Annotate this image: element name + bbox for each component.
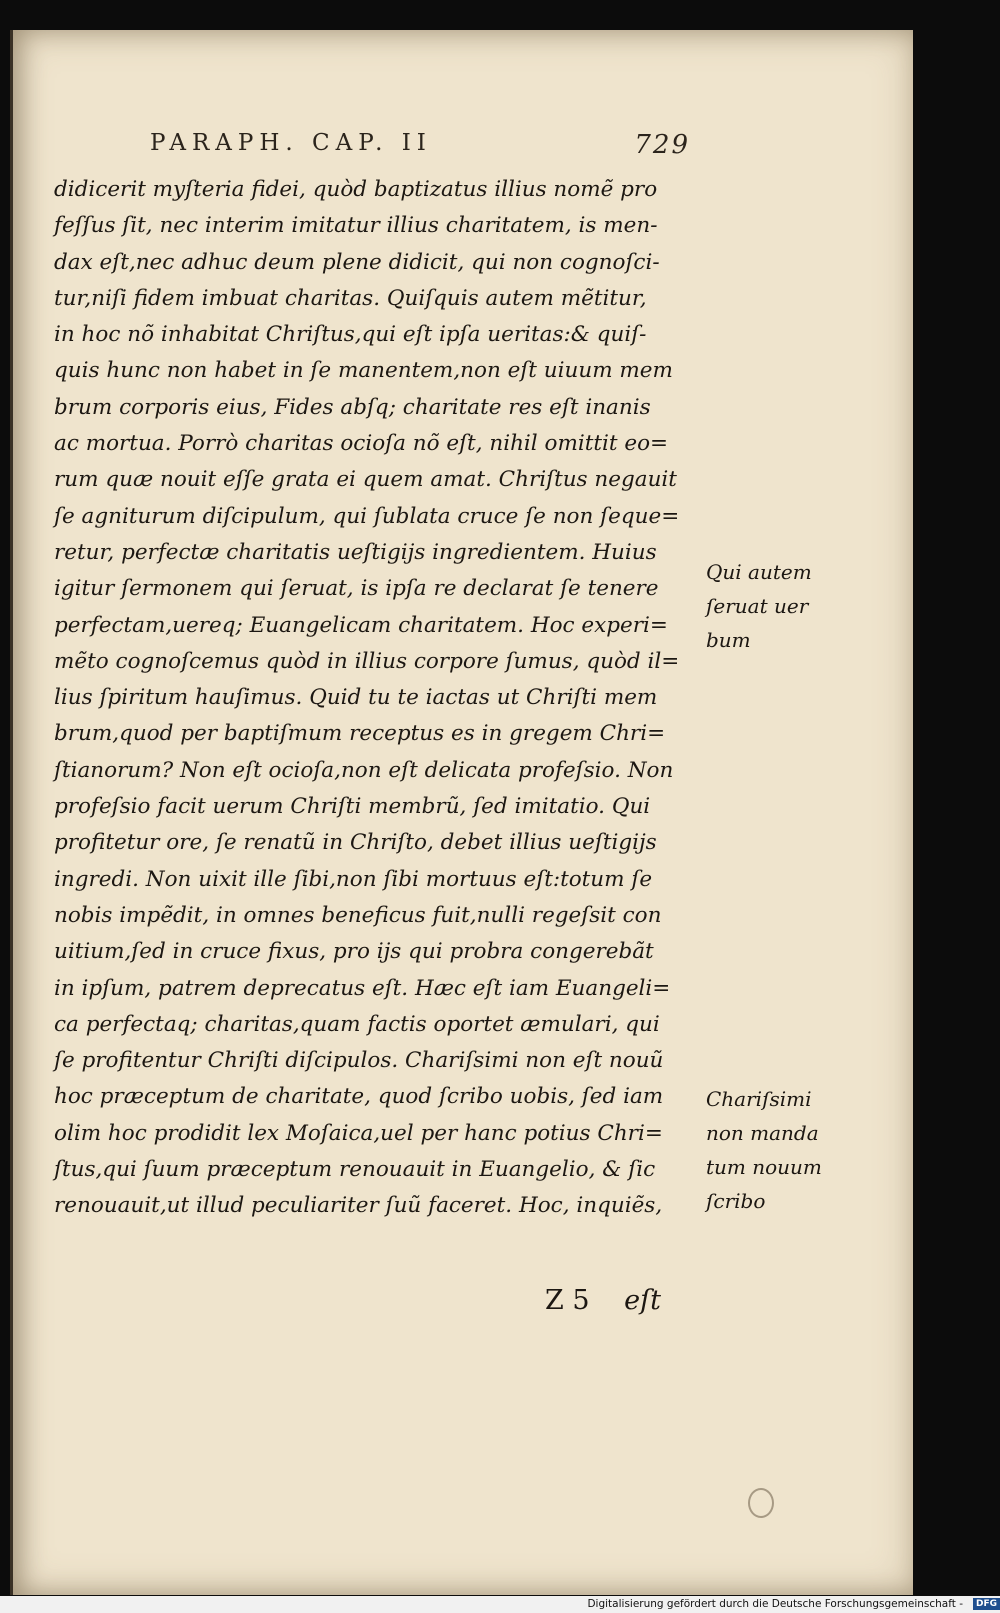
text-line: retur, perfectæ charitatis ueſtigijs ingredientem. Huius	[54, 539, 657, 565]
text-line: lius ſpiritum hauſimus. Quid tu te iactas ut Chriſti mem	[54, 685, 658, 711]
digitization-footer	[0, 1596, 1000, 1613]
text-line: ca perfectaq; charitas,quam factis oportet æmulari, qui	[54, 1011, 660, 1037]
text-line: didicerit myſteria fidei, quòd baptizatus illius nomẽ pro	[54, 177, 658, 202]
margin-note	[706, 555, 866, 657]
text-line: profeſsio facit uerum Chriſti membrũ, ſed imitatio. Qui	[54, 794, 651, 820]
margin-note	[706, 1082, 866, 1218]
text-line: igitur ſermonem qui ſeruat, is ipſa re declarat ſe tenere	[54, 576, 659, 602]
text-line: ſtianorum? Non eſt ocioſa,non eſt delicata profeſsio. Non	[54, 757, 674, 783]
page-number: 729	[634, 130, 690, 160]
header-title: PARAPH. CAP. II	[150, 130, 432, 156]
text-line: hoc præceptum de charitate, quod ſcribo uobis, ſed iam	[54, 1084, 664, 1110]
text-line: ſe profitentur Chriſti diſcipulos. Chariſsimi non eſt nouũ	[54, 1048, 664, 1074]
text-line: profitetur ore, ſe renatũ in Chriſto, debet illius ueſtigijs	[54, 830, 657, 856]
margin-note-line: Qui autem	[706, 560, 812, 584]
margin-note-line: ſeruat uer	[706, 594, 809, 618]
text-line: feſſus ſit, nec interim imitatur illius charitatem, is men-	[54, 213, 658, 239]
text-line: brum,quod per baptiſmum receptus es in gregem Chri=	[54, 721, 666, 747]
catchword: eſt	[624, 1285, 661, 1316]
margin-note-line: bum	[706, 628, 751, 652]
text-line: tur,niſi fidem imbuat charitas. Quiſquis autem mẽtitur,	[54, 285, 647, 311]
text-line: brum corporis eius, Fides abſq; charitate res eſt inanis	[54, 394, 651, 420]
margin-note-line: Chariſsimi	[706, 1087, 812, 1111]
text-line: rum quæ nouit eſſe grata ei quem amat. Chriſtus negauit	[54, 467, 677, 493]
text-line: nobis impẽdit, in omnes beneficus fuit,nulli regeſsit con	[54, 902, 662, 928]
text-line: renouauit,ut illud peculiariter ſuũ faceret. Hoc, inquiẽs,	[54, 1193, 663, 1219]
text-line: quis hunc non habet in ſe manentem,non eſt uiuum mem	[54, 358, 673, 384]
margin-note-line: tum nouum	[706, 1155, 822, 1179]
text-line: ac mortua. Porrò charitas ocioſa nõ eſt, nihil omittit eo=	[54, 431, 669, 457]
text-line: ſtus,qui ſuum præceptum renouauit in Euangelio, & ſic	[54, 1157, 656, 1183]
footer-credit: Digitalisierung gefördert durch die Deutsche Forschungsgemeinschaft -	[587, 1598, 963, 1610]
text-line: olim hoc prodidit lex Moſaica,uel per hanc potius Chri=	[54, 1120, 663, 1146]
running-header	[150, 130, 690, 164]
page-stain	[748, 1488, 774, 1518]
text-line: uitium,ſed in cruce fixus, pro ijs qui probra congerebãt	[54, 939, 654, 965]
text-line: in hoc nõ inhabitat Chriſtus,qui eſt ipſa ueritas:& quiſ-	[54, 322, 647, 348]
signature-mark: Z 5	[545, 1285, 590, 1316]
dfg-logo-icon: DFG	[973, 1598, 1000, 1610]
margin-note-line: ſcribo	[706, 1189, 766, 1213]
margin-note-line: non manda	[706, 1121, 819, 1145]
text-line: in ipſum, patrem deprecatus eſt. Hæc eſt iam Euangeli=	[54, 975, 671, 1001]
signature-line	[545, 1285, 695, 1316]
text-line: mẽto cognoſcemus quòd in illius corpore ſumus, quòd il=	[54, 648, 680, 674]
text-line: perfectam,uereq; Euangelicam charitatem. Hoc experi=	[54, 612, 668, 638]
text-line: ingredi. Non uixit ille ſibi,non ſibi mortuus eſt:totum ſe	[54, 866, 653, 892]
body-text	[54, 172, 699, 1225]
text-line: ſe agniturum diſcipulum, qui ſublata cruce ſe non ſeque=	[54, 503, 680, 529]
text-line: dax eſt,nec adhuc deum plene didicit, qui non cognoſci-	[54, 249, 660, 275]
